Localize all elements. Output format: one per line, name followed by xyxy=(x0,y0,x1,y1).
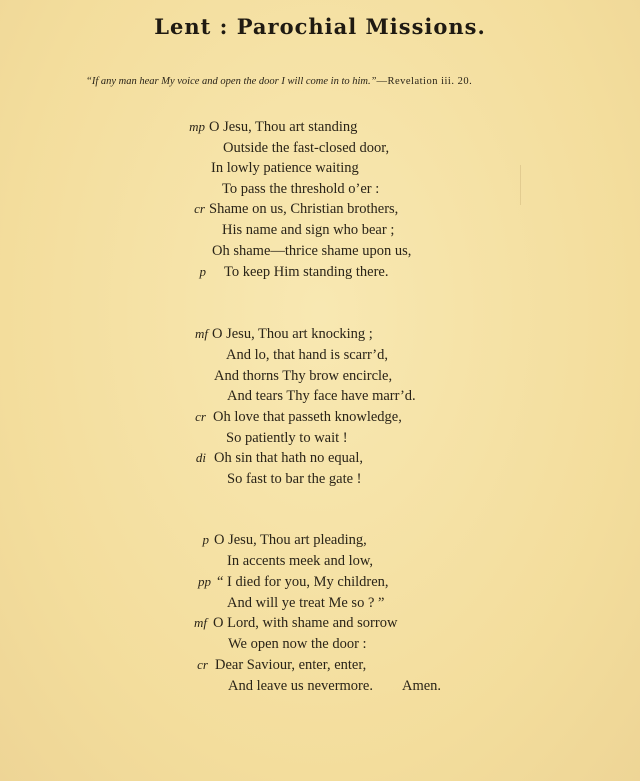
dynamic-mark: p xyxy=(202,532,209,547)
dynamic-mark: cr xyxy=(197,657,208,672)
faded-mark xyxy=(520,165,561,205)
verse-line: Shame on us, Christian brothers, xyxy=(209,201,399,217)
epigraph xyxy=(86,76,556,87)
verse-line: O Jesu, Thou art pleading, xyxy=(214,532,367,548)
epigraph-source: —Revelation iii. 20. xyxy=(376,76,473,87)
verse-line: Outside the fast-closed door, xyxy=(223,140,390,156)
dynamic-mark: mp xyxy=(189,119,205,134)
verse-line: “ I died for you, My children, xyxy=(217,574,389,590)
verse-line: In accents meek and low, xyxy=(227,553,374,569)
dynamic-mark: p xyxy=(199,264,206,279)
verse-line: Oh love that passeth knowledge, xyxy=(213,409,402,425)
verse-line: O Lord, with shame and sorrow xyxy=(213,615,398,631)
verse-line: His name and sign who bear ; xyxy=(222,222,395,238)
dynamic-mark: cr xyxy=(195,409,206,424)
verse-line: We open now the door : xyxy=(228,636,367,652)
verse-line: And leave us nevermore. xyxy=(228,678,373,694)
verse-line: And thorns Thy brow encircle, xyxy=(214,368,393,384)
page-title: Lent : Parochial Missions. xyxy=(154,14,486,39)
verse-line: O Jesu, Thou art standing xyxy=(209,119,358,135)
verse-line: And lo, that hand is scarr’d, xyxy=(226,347,389,363)
verse-line: So patiently to wait ! xyxy=(226,430,348,446)
verse-line: So fast to bar the gate ! xyxy=(227,471,362,487)
dynamic-mark: di xyxy=(195,450,206,465)
dynamic-mark: mf xyxy=(195,326,208,341)
dynamic-mark: mf xyxy=(194,615,207,630)
verse-line: O Jesu, Thou art knocking ; xyxy=(212,326,373,342)
epigraph-quote: “If any man hear My voice and open the door I will come in to him.” xyxy=(86,76,377,87)
dynamic-mark: cr xyxy=(194,201,205,216)
amen: Amen. xyxy=(402,678,442,694)
verse-line: Oh sin that hath no equal, xyxy=(214,450,364,466)
verse-line: And will ye treat Me so ? ” xyxy=(227,595,385,611)
verse-line: And tears Thy face have marr’d. xyxy=(227,388,416,404)
dynamic-mark: pp xyxy=(198,574,211,589)
verse-line: To keep Him standing there. xyxy=(224,264,389,280)
verse-line: Dear Saviour, enter, enter, xyxy=(215,657,367,673)
verse-line: In lowly patience waiting xyxy=(211,160,359,176)
verse-line: Oh shame—thrice shame upon us, xyxy=(212,243,412,259)
verse-line: To pass the threshold o’er : xyxy=(222,181,380,197)
